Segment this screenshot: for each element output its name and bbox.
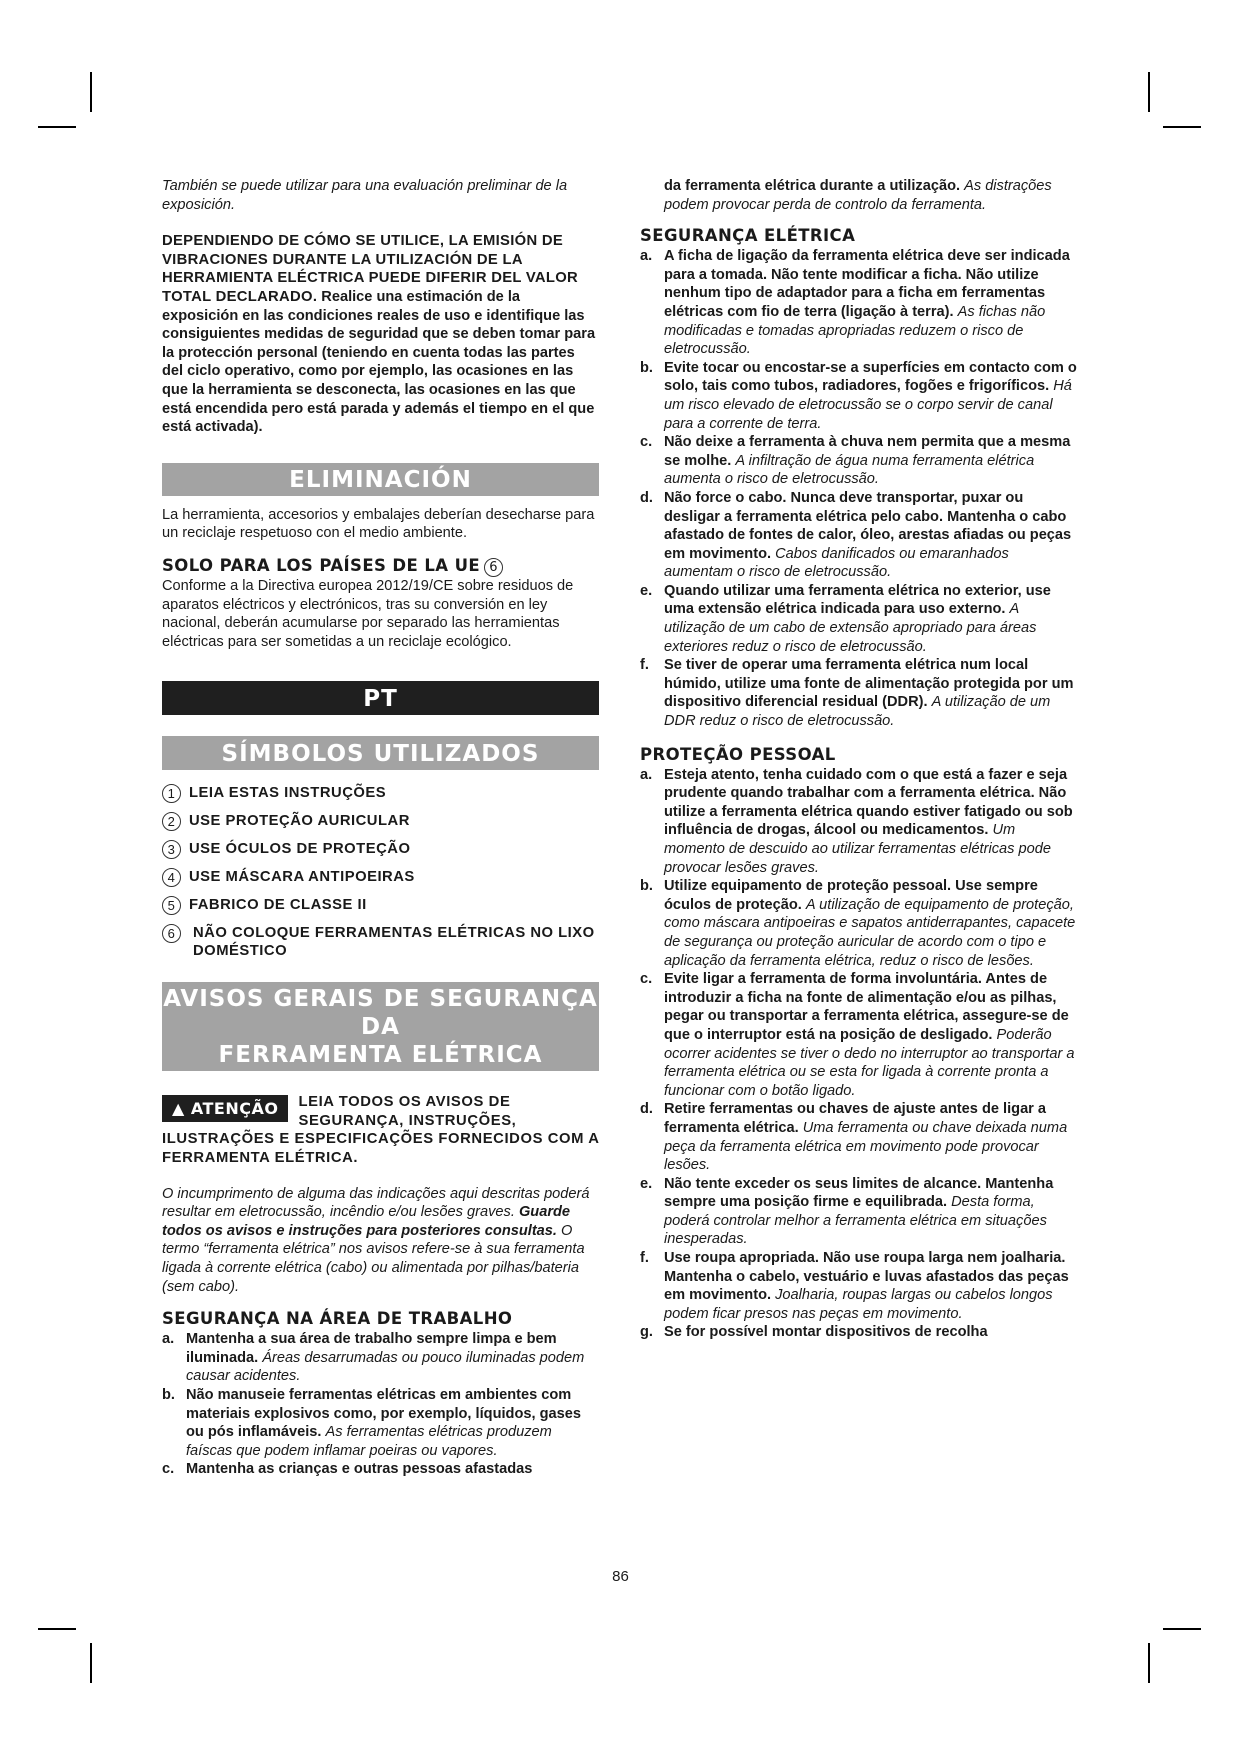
list-item: b. Evite tocar ou encostar-se a superfícies em contacto com o solo, tais como tubos, radiadores, fogões e frigoríficos. Há um risco elevado de eletrocussão se o corpo servir de canal para a corrente de terra. — [640, 359, 1077, 432]
area-list — [162, 1330, 599, 1479]
crop-mark — [38, 126, 76, 128]
ue-heading: SOLO PARA LOS PAÍSES DE LA UE 6 — [162, 555, 599, 577]
symbols-list — [162, 784, 599, 960]
symbol-item: 6 NÃO COLOQUE FERRAMENTAS ELÉTRICAS NO LIXO DOMÉSTICO — [162, 924, 599, 960]
list-item: a. Esteja atento, tenha cuidado com o que está a fazer e seja prudente quando trabalhar com a ferramenta elétrica. Não utilize a ferramenta elétrica quando estiver fatigado ou sob influência de drogas, álcool ou medicamentos. Um momento de descuido ao utilizar ferramentas elétricas pode provocar lesões graves. — [640, 766, 1073, 876]
list-item: c. Evite ligar a ferramenta de forma involuntária. Antes de introduzir a ficha na fonte de alimentação e/ou as pilhas, pegar ou transportar a ferramenta elétrica, assegure-se de que o interruptor está na posição de desligado. Poderão ocorrer acidentes se tiver o dedo no interruptor ao transportar a ferramenta elétrica ou se esta for ligada à corrente pronta a funcionar com o botão ligado. — [640, 971, 1075, 1099]
warning-badge: ▲ ATENÇÃO — [162, 1095, 288, 1122]
list-item: f. Use roupa apropriada. Não use roupa larga nem joalharia. Mantenha o cabelo, vestuário e luvas afastados das peças em movimento. Joalharia, roupas largas ou cabelos longos podem ficar presos nas peças em movimento. — [640, 1250, 1069, 1322]
list-item: g. Se for possível montar dispositivos de recolha — [640, 1324, 988, 1341]
pessoal-heading: PROTEÇÃO PESSOAL — [640, 744, 836, 764]
list-item: d. Retire ferramentas ou chaves de ajuste antes de ligar a ferramenta elétrica. Uma ferramenta ou chave deixada numa peça da ferramenta elétrica em movimento pode provocar lesões. — [640, 1101, 1068, 1174]
list-item: d. Não force o cabo. Nunca deve transportar, puxar ou desligar a ferramenta elétrica pelo cabo. Mantenha o cabo afastado de fontes de calor, óleo, arestas afiadas ou peças em movimento. Cabos danificados ou emaranhados aumentam o risco de eletrocussão. — [640, 489, 1072, 581]
atencao-text: LEIA TODOS OS AVISOS DE SEGURANÇA, INSTRUÇÕES, ILUSTRAÇÕES E ESPECIFICAÇÕES FORNECIDOS COM A FERRAMENTA ELÉTRICA. — [162, 1094, 599, 1167]
section-band-simbolos: SÍMBOLOS UTILIZADOS — [162, 736, 599, 770]
list-item: f. Se tiver de operar uma ferramenta elétrica num local húmido, utilize uma fonte de alimentação protegida por um dispositivo diferencial residual (DDR). A utilização de um DDR reduz o risco de eletrocussão. — [640, 657, 1074, 730]
warning-paragraph: O incumprimento de alguma das indicações aqui descritas poderá resultar em eletrocussão, incêndio e/ou lesões graves. Guarde todos os avisos e instruções para posteriores consultas. O termo “ferramenta elétrica” nos avisos refere-se à sua ferramenta ligada à corrente elétrica (cabo) ou alimentada por pilhas/bateria (sem cabo). — [162, 1185, 590, 1295]
circle-number-icon: 6 — [162, 924, 181, 943]
ue-text: Conforme a la Directiva europea 2012/19/CE sobre residuos de aparatos eléctricos y electrónicos, tras su conversión en ley nacional, deberán acumularse por separado las herramientas eléctricas para ser sometidas a un reciclaje ecológico. — [162, 577, 574, 650]
list-item: e. Não tente exceder os seus limites de alcance. Mantenha sempre uma posição firme e equilibrada. Desta forma, poderá controlar melhor a ferramenta elétrica em situações inesperadas. — [640, 1175, 1054, 1248]
vibration-paragraph: DEPENDIENDO DE CÓMO SE UTILICE, LA EMISIÓN DE VIBRACIONES DURANTE LA UTILIZACIÓN DE LA HERRAMIENTA ELÉCTRICA PUEDE DIFERIR DEL VALOR TOTAL DECLARADO. Realice una estimación de la exposición en las condiciones reales de uso e identifique las consiguientes medidas de seguridad que se deben tomar para la protección personal (teniendo en cuenta todas las partes del ciclo operativo, como por ejemplo, las ocasiones en las que la herramienta se desconecta, las ocasiones en las que está encendida pero está parada y además el tiempo en el que está activada). — [162, 233, 596, 436]
symbol-item: 3 USE ÓCULOS DE PROTEÇÃO — [162, 840, 599, 859]
symbol-item: 2 USE PROTEÇÃO AURICULAR — [162, 812, 599, 831]
circle-number-icon: 2 — [162, 812, 181, 831]
intro-text: También se puede utilizar para una evaluación preliminar de la exposición. — [162, 178, 568, 213]
crop-mark — [38, 1628, 76, 1630]
crop-mark — [90, 72, 92, 112]
crop-mark — [1148, 72, 1150, 112]
continued-text: da ferramenta elétrica durante a utilização. As distrações podem provocar perda de controlo da ferramenta. — [664, 178, 1052, 213]
symbol-item: 4 USE MÁSCARA ANTIPOEIRAS — [162, 868, 599, 887]
eletrica-heading: SEGURANÇA ELÉTRICA — [640, 226, 856, 246]
right-column — [640, 177, 1080, 1342]
crop-mark — [1163, 1628, 1201, 1630]
atencao-block — [162, 1093, 599, 1167]
circle-number-icon: 5 — [162, 896, 181, 915]
list-item: b. Não manuseie ferramentas elétricas em ambientes com materiais explosivos como, por exemplo, líquidos, gases ou pós inflamáveis. As ferramentas elétricas produzem faíscas que podem inflamar poeiras ou vapores. — [162, 1387, 581, 1459]
crop-mark — [90, 1643, 92, 1683]
section-band-avisos: AVISOS GERAIS DE SEGURANÇA DA FERRAMENTA ELÉTRICA — [162, 982, 599, 1071]
list-item: c. Não deixe a ferramenta à chuva nem permita que a mesma se molhe. A infiltração de água numa ferramenta elétrica aumenta o risco de eletrocussão. — [640, 434, 1071, 488]
list-item: e. Quando utilizar uma ferramenta elétrica no exterior, use uma extensão elétrica indicada para uso externo. A utilização de um cabo de extensão apropriado para áreas exteriores reduz o risco de eletrocussão. — [640, 582, 1051, 655]
section-band-eliminacion: ELIMINACIÓN — [162, 463, 599, 496]
page-number: 86 — [612, 1568, 629, 1585]
pessoal-list — [640, 766, 1080, 1342]
symbol-item: 1 LEIA ESTAS INSTRUÇÕES — [162, 784, 599, 803]
crop-mark — [1148, 1643, 1150, 1683]
circle-number-icon: 1 — [162, 784, 181, 803]
list-item: a. Mantenha a sua área de trabalho sempre limpa e bem iluminada. Áreas desarrumadas ou pouco iluminadas podem causar acidentes. — [162, 1331, 585, 1385]
symbol-item: 5 FABRICO DE CLASSE II — [162, 896, 599, 915]
circle-number-icon: 6 — [484, 558, 503, 577]
list-item: b. Utilize equipamento de proteção pessoal. Use sempre óculos de proteção. A utilização de equipamento de proteção, como máscara antipoeiras e sapatos antiderrapantes, capacete de segurança ou proteção auricular de acordo com o tipo e aplicação da ferramenta elétrica, reduz o risco de lesões. — [640, 878, 1076, 969]
eletrica-list — [640, 247, 1080, 730]
list-item: a. A ficha de ligação da ferramenta elétrica deve ser indicada para a tomada. Não tente modificar a ficha. Não utilize nenhum tipo de adaptador para a ficha em ferramentas elétricas com fio de terra (ligação à terra). As fichas não modificadas e tomadas apropriadas reduzem o risco de eletrocussão. — [640, 248, 1070, 358]
eliminacion-text: La herramienta, accesorios y embalajes deberían desecharse para un reciclaje respetuoso con el medio ambiente. — [162, 506, 595, 542]
crop-mark — [1163, 126, 1201, 128]
circle-number-icon: 3 — [162, 840, 181, 859]
language-band-pt: PT — [162, 681, 599, 715]
circle-number-icon: 4 — [162, 868, 181, 887]
area-heading: SEGURANÇA NA ÁREA DE TRABALHO — [162, 1309, 513, 1329]
left-column — [162, 177, 599, 1479]
list-item: c. Mantenha as crianças e outras pessoas afastadas — [162, 1461, 533, 1478]
